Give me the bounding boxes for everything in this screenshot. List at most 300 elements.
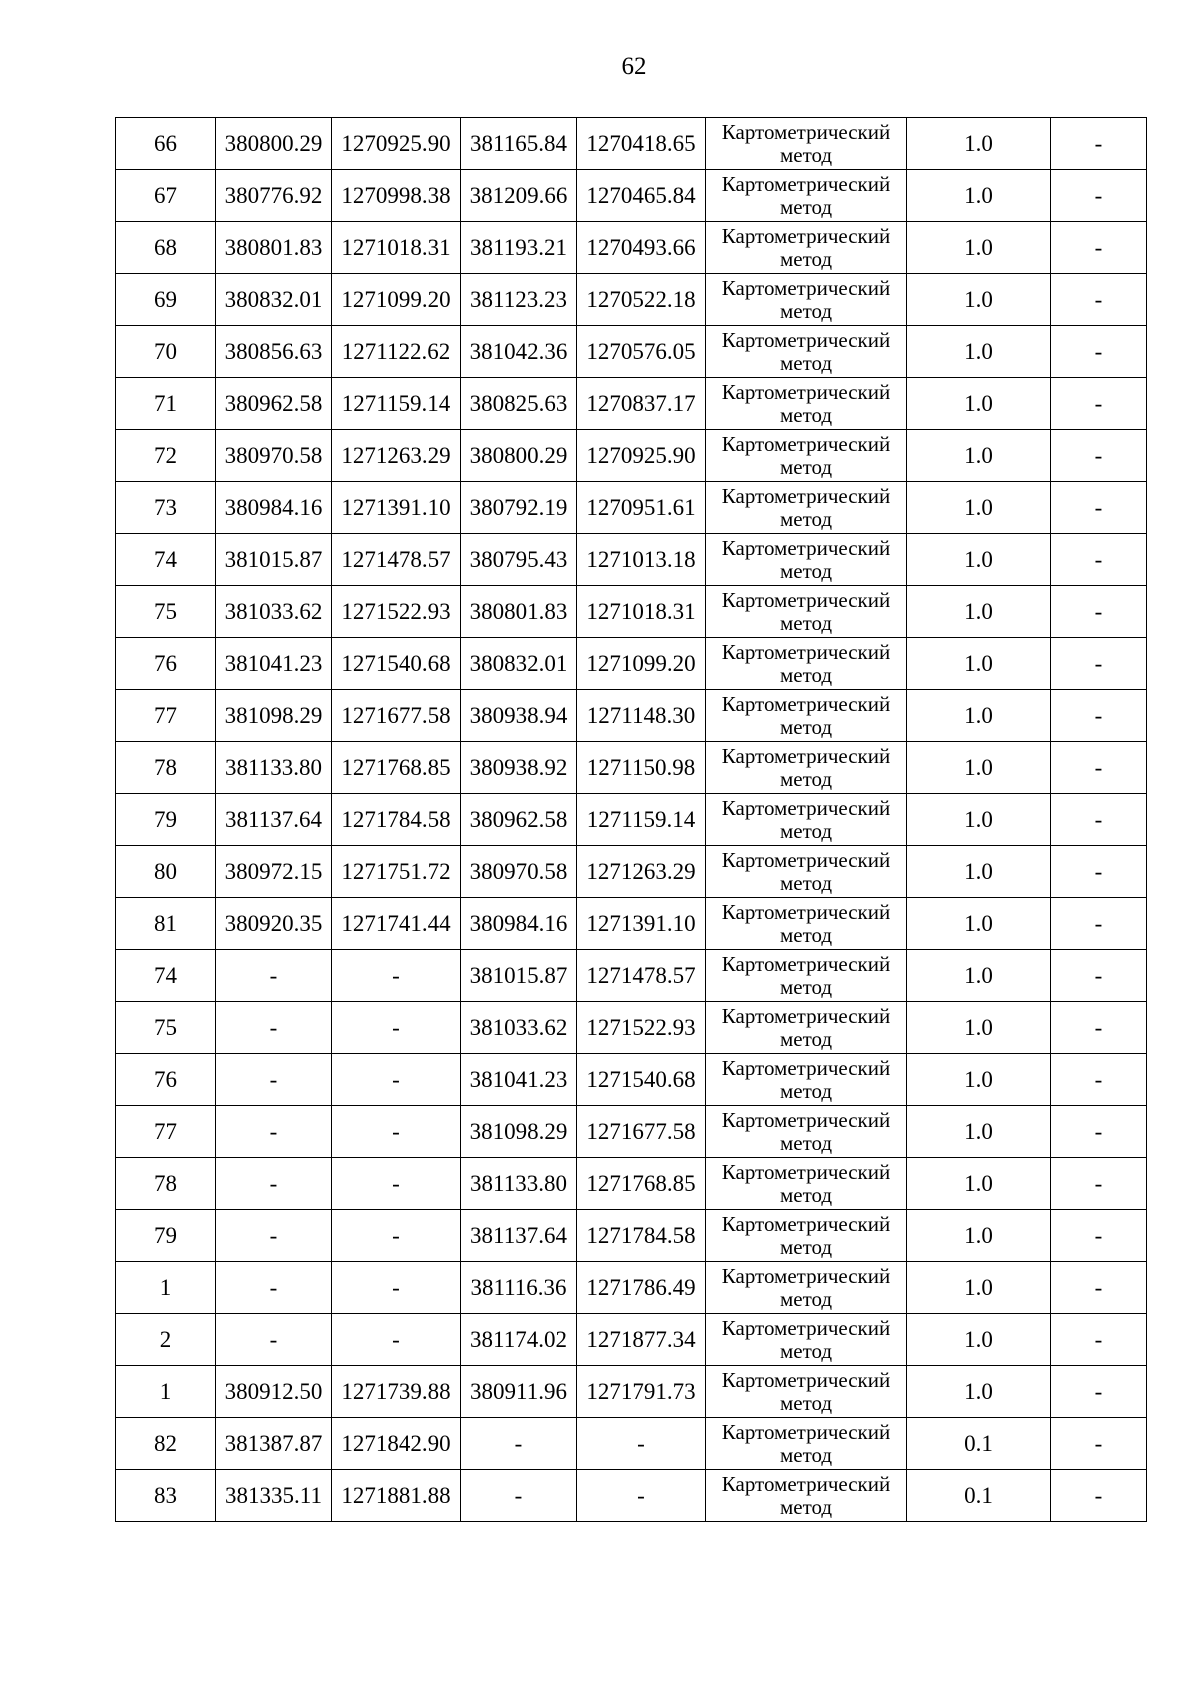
method-cell bbox=[706, 846, 907, 898]
accuracy-cell: 0.1 bbox=[907, 1418, 1051, 1470]
y-updated-cell: 1271540.68 bbox=[577, 1054, 706, 1106]
method-cell bbox=[706, 1366, 907, 1418]
method-line: Картометрический bbox=[721, 951, 891, 976]
x-updated-cell: 380792.19 bbox=[461, 482, 577, 534]
y-updated-cell: 1271159.14 bbox=[577, 794, 706, 846]
method-line: Картометрический bbox=[721, 899, 891, 924]
point-number-cell: 66 bbox=[116, 118, 216, 170]
accuracy-cell: 1.0 bbox=[907, 1366, 1051, 1418]
method-cell bbox=[706, 1106, 907, 1158]
x-existing-cell: 381015.87 bbox=[216, 534, 332, 586]
x-existing-cell: 380912.50 bbox=[216, 1366, 332, 1418]
note-cell: - bbox=[1051, 534, 1147, 586]
method-line: метод bbox=[779, 1026, 833, 1051]
table-row bbox=[116, 222, 1147, 274]
method-line: Картометрический bbox=[721, 1211, 891, 1236]
point-number-cell: 2 bbox=[116, 1314, 216, 1366]
point-number-cell: 69 bbox=[116, 274, 216, 326]
method-cell bbox=[706, 118, 907, 170]
method-line: Картометрический bbox=[721, 275, 891, 300]
method-cell bbox=[706, 898, 907, 950]
point-number-cell: 74 bbox=[116, 950, 216, 1002]
accuracy-cell: 1.0 bbox=[907, 222, 1051, 274]
x-existing-cell: 381033.62 bbox=[216, 586, 332, 638]
x-existing-cell: 380984.16 bbox=[216, 482, 332, 534]
point-number-cell: 77 bbox=[116, 1106, 216, 1158]
point-number-cell: 74 bbox=[116, 534, 216, 586]
accuracy-cell: 1.0 bbox=[907, 482, 1051, 534]
method-cell bbox=[706, 534, 907, 586]
point-number-cell: 70 bbox=[116, 326, 216, 378]
method-line: Картометрический bbox=[721, 223, 891, 248]
method-cell bbox=[706, 1262, 907, 1314]
table-row bbox=[116, 1470, 1147, 1522]
method-cell bbox=[706, 378, 907, 430]
y-updated-cell: 1271478.57 bbox=[577, 950, 706, 1002]
method-line: метод bbox=[779, 1182, 833, 1207]
table-row bbox=[116, 170, 1147, 222]
method-line: метод bbox=[779, 558, 833, 583]
y-existing-cell: 1271159.14 bbox=[332, 378, 461, 430]
y-existing-cell: 1271768.85 bbox=[332, 742, 461, 794]
x-updated-cell: 380795.43 bbox=[461, 534, 577, 586]
method-line: метод bbox=[779, 766, 833, 791]
y-existing-cell: 1271391.10 bbox=[332, 482, 461, 534]
y-updated-cell: 1271877.34 bbox=[577, 1314, 706, 1366]
note-cell: - bbox=[1051, 794, 1147, 846]
y-existing-cell: - bbox=[332, 1262, 461, 1314]
accuracy-cell: 1.0 bbox=[907, 846, 1051, 898]
note-cell: - bbox=[1051, 482, 1147, 534]
y-updated-cell: 1270493.66 bbox=[577, 222, 706, 274]
note-cell: - bbox=[1051, 1002, 1147, 1054]
y-existing-cell: 1271018.31 bbox=[332, 222, 461, 274]
x-existing-cell: - bbox=[216, 1262, 332, 1314]
accuracy-cell: 1.0 bbox=[907, 170, 1051, 222]
x-updated-cell: 380938.92 bbox=[461, 742, 577, 794]
y-existing-cell: 1271677.58 bbox=[332, 690, 461, 742]
table-row bbox=[116, 950, 1147, 1002]
x-existing-cell: 380800.29 bbox=[216, 118, 332, 170]
method-cell bbox=[706, 482, 907, 534]
note-cell: - bbox=[1051, 1314, 1147, 1366]
accuracy-cell: 1.0 bbox=[907, 1314, 1051, 1366]
y-updated-cell: 1271677.58 bbox=[577, 1106, 706, 1158]
coordinates-table bbox=[115, 117, 1147, 1522]
table-row bbox=[116, 118, 1147, 170]
point-number-cell: 77 bbox=[116, 690, 216, 742]
table-row bbox=[116, 638, 1147, 690]
x-updated-cell: - bbox=[461, 1418, 577, 1470]
y-existing-cell: 1270925.90 bbox=[332, 118, 461, 170]
x-existing-cell: 380776.92 bbox=[216, 170, 332, 222]
y-updated-cell: 1270465.84 bbox=[577, 170, 706, 222]
method-cell bbox=[706, 1002, 907, 1054]
note-cell: - bbox=[1051, 1106, 1147, 1158]
x-existing-cell: - bbox=[216, 950, 332, 1002]
accuracy-cell: 1.0 bbox=[907, 638, 1051, 690]
method-line: метод bbox=[779, 1130, 833, 1155]
point-number-cell: 81 bbox=[116, 898, 216, 950]
accuracy-cell: 1.0 bbox=[907, 898, 1051, 950]
x-updated-cell: 380832.01 bbox=[461, 638, 577, 690]
y-existing-cell: 1271263.29 bbox=[332, 430, 461, 482]
method-cell bbox=[706, 222, 907, 274]
method-line: метод bbox=[779, 1338, 833, 1363]
point-number-cell: 1 bbox=[116, 1366, 216, 1418]
note-cell: - bbox=[1051, 1366, 1147, 1418]
table-row bbox=[116, 274, 1147, 326]
point-number-cell: 80 bbox=[116, 846, 216, 898]
x-updated-cell: 381042.36 bbox=[461, 326, 577, 378]
method-line: метод bbox=[779, 454, 833, 479]
point-number-cell: 79 bbox=[116, 1210, 216, 1262]
method-cell bbox=[706, 586, 907, 638]
x-updated-cell: 381015.87 bbox=[461, 950, 577, 1002]
y-updated-cell: 1271791.73 bbox=[577, 1366, 706, 1418]
method-line: метод bbox=[779, 714, 833, 739]
point-number-cell: 83 bbox=[116, 1470, 216, 1522]
method-line: метод bbox=[779, 974, 833, 999]
point-number-cell: 75 bbox=[116, 586, 216, 638]
y-updated-cell: 1271099.20 bbox=[577, 638, 706, 690]
x-existing-cell: 381133.80 bbox=[216, 742, 332, 794]
point-number-cell: 78 bbox=[116, 1158, 216, 1210]
y-existing-cell: 1271122.62 bbox=[332, 326, 461, 378]
note-cell: - bbox=[1051, 274, 1147, 326]
method-line: Картометрический bbox=[721, 587, 891, 612]
point-number-cell: 73 bbox=[116, 482, 216, 534]
y-updated-cell: 1271768.85 bbox=[577, 1158, 706, 1210]
accuracy-cell: 1.0 bbox=[907, 326, 1051, 378]
x-updated-cell: - bbox=[461, 1470, 577, 1522]
x-existing-cell: 381137.64 bbox=[216, 794, 332, 846]
accuracy-cell: 1.0 bbox=[907, 378, 1051, 430]
method-line: Картометрический bbox=[721, 535, 891, 560]
method-cell bbox=[706, 950, 907, 1002]
y-updated-cell: 1271018.31 bbox=[577, 586, 706, 638]
x-existing-cell: 381335.11 bbox=[216, 1470, 332, 1522]
method-line: Картометрический bbox=[721, 1107, 891, 1132]
x-existing-cell: 381387.87 bbox=[216, 1418, 332, 1470]
table-row bbox=[116, 430, 1147, 482]
x-existing-cell: - bbox=[216, 1106, 332, 1158]
y-existing-cell: - bbox=[332, 950, 461, 1002]
note-cell: - bbox=[1051, 1262, 1147, 1314]
x-existing-cell: - bbox=[216, 1314, 332, 1366]
y-existing-cell: 1271784.58 bbox=[332, 794, 461, 846]
accuracy-cell: 1.0 bbox=[907, 118, 1051, 170]
point-number-cell: 82 bbox=[116, 1418, 216, 1470]
note-cell: - bbox=[1051, 222, 1147, 274]
table-row bbox=[116, 378, 1147, 430]
method-cell bbox=[706, 638, 907, 690]
method-cell bbox=[706, 742, 907, 794]
table-row bbox=[116, 690, 1147, 742]
method-line: метод bbox=[779, 1494, 833, 1519]
method-line: Картометрический bbox=[721, 327, 891, 352]
method-line: метод bbox=[779, 922, 833, 947]
y-updated-cell: 1271784.58 bbox=[577, 1210, 706, 1262]
note-cell: - bbox=[1051, 430, 1147, 482]
table-row bbox=[116, 898, 1147, 950]
note-cell: - bbox=[1051, 378, 1147, 430]
x-existing-cell: 380801.83 bbox=[216, 222, 332, 274]
y-existing-cell: - bbox=[332, 1054, 461, 1106]
method-line: Картометрический bbox=[721, 1003, 891, 1028]
y-existing-cell: - bbox=[332, 1210, 461, 1262]
accuracy-cell: 1.0 bbox=[907, 586, 1051, 638]
note-cell: - bbox=[1051, 1158, 1147, 1210]
note-cell: - bbox=[1051, 898, 1147, 950]
accuracy-cell: 0.1 bbox=[907, 1470, 1051, 1522]
method-cell bbox=[706, 1314, 907, 1366]
y-updated-cell: 1270925.90 bbox=[577, 430, 706, 482]
table-row bbox=[116, 482, 1147, 534]
y-existing-cell: - bbox=[332, 1002, 461, 1054]
y-existing-cell: - bbox=[332, 1158, 461, 1210]
method-cell bbox=[706, 326, 907, 378]
method-line: Картометрический bbox=[721, 119, 891, 144]
method-line: метод bbox=[779, 1390, 833, 1415]
method-line: Картометрический bbox=[721, 795, 891, 820]
accuracy-cell: 1.0 bbox=[907, 534, 1051, 586]
table-row bbox=[116, 326, 1147, 378]
method-line: Картометрический bbox=[721, 379, 891, 404]
x-updated-cell: 381116.36 bbox=[461, 1262, 577, 1314]
y-updated-cell: 1271013.18 bbox=[577, 534, 706, 586]
method-line: метод bbox=[779, 610, 833, 635]
x-updated-cell: 381209.66 bbox=[461, 170, 577, 222]
method-line: Картометрический bbox=[721, 1263, 891, 1288]
x-updated-cell: 381133.80 bbox=[461, 1158, 577, 1210]
x-updated-cell: 381033.62 bbox=[461, 1002, 577, 1054]
accuracy-cell: 1.0 bbox=[907, 1054, 1051, 1106]
y-existing-cell: - bbox=[332, 1106, 461, 1158]
method-line: метод bbox=[779, 506, 833, 531]
method-line: метод bbox=[779, 402, 833, 427]
method-cell bbox=[706, 1158, 907, 1210]
table-row bbox=[116, 1366, 1147, 1418]
point-number-cell: 78 bbox=[116, 742, 216, 794]
accuracy-cell: 1.0 bbox=[907, 1210, 1051, 1262]
table-row bbox=[116, 586, 1147, 638]
method-line: Картометрический bbox=[721, 1367, 891, 1392]
table-row bbox=[116, 1210, 1147, 1262]
x-existing-cell: - bbox=[216, 1054, 332, 1106]
accuracy-cell: 1.0 bbox=[907, 1158, 1051, 1210]
method-cell bbox=[706, 430, 907, 482]
accuracy-cell: 1.0 bbox=[907, 1002, 1051, 1054]
method-cell bbox=[706, 1054, 907, 1106]
x-updated-cell: 381098.29 bbox=[461, 1106, 577, 1158]
method-line: метод bbox=[779, 350, 833, 375]
table-row bbox=[116, 1054, 1147, 1106]
point-number-cell: 76 bbox=[116, 638, 216, 690]
x-updated-cell: 380801.83 bbox=[461, 586, 577, 638]
point-number-cell: 67 bbox=[116, 170, 216, 222]
y-updated-cell: - bbox=[577, 1418, 706, 1470]
note-cell: - bbox=[1051, 742, 1147, 794]
x-updated-cell: 380800.29 bbox=[461, 430, 577, 482]
y-existing-cell: 1271478.57 bbox=[332, 534, 461, 586]
method-line: метод bbox=[779, 298, 833, 323]
method-line: Картометрический bbox=[721, 1471, 891, 1496]
method-line: Картометрический bbox=[721, 1055, 891, 1080]
note-cell: - bbox=[1051, 170, 1147, 222]
table-row bbox=[116, 1002, 1147, 1054]
method-line: метод bbox=[779, 1078, 833, 1103]
method-cell bbox=[706, 690, 907, 742]
method-line: метод bbox=[779, 1286, 833, 1311]
table-row bbox=[116, 1262, 1147, 1314]
table-row bbox=[116, 742, 1147, 794]
table-row bbox=[116, 794, 1147, 846]
y-updated-cell: 1271522.93 bbox=[577, 1002, 706, 1054]
method-line: Картометрический bbox=[721, 483, 891, 508]
x-updated-cell: 380911.96 bbox=[461, 1366, 577, 1418]
note-cell: - bbox=[1051, 1210, 1147, 1262]
point-number-cell: 76 bbox=[116, 1054, 216, 1106]
y-updated-cell: 1270418.65 bbox=[577, 118, 706, 170]
x-updated-cell: 381123.23 bbox=[461, 274, 577, 326]
method-line: Картометрический bbox=[721, 1419, 891, 1444]
y-updated-cell: 1270837.17 bbox=[577, 378, 706, 430]
accuracy-cell: 1.0 bbox=[907, 742, 1051, 794]
method-line: Картометрический bbox=[721, 1159, 891, 1184]
y-updated-cell: 1270576.05 bbox=[577, 326, 706, 378]
y-updated-cell: 1270951.61 bbox=[577, 482, 706, 534]
point-number-cell: 72 bbox=[116, 430, 216, 482]
y-existing-cell: 1271522.93 bbox=[332, 586, 461, 638]
method-line: метод bbox=[779, 870, 833, 895]
note-cell: - bbox=[1051, 690, 1147, 742]
x-existing-cell: - bbox=[216, 1210, 332, 1262]
y-updated-cell: 1271263.29 bbox=[577, 846, 706, 898]
table-row bbox=[116, 846, 1147, 898]
method-cell bbox=[706, 1418, 907, 1470]
method-cell bbox=[706, 1210, 907, 1262]
method-cell bbox=[706, 274, 907, 326]
note-cell: - bbox=[1051, 846, 1147, 898]
x-updated-cell: 381165.84 bbox=[461, 118, 577, 170]
y-updated-cell: 1271391.10 bbox=[577, 898, 706, 950]
page-number: 62 bbox=[621, 53, 647, 80]
x-existing-cell: 381098.29 bbox=[216, 690, 332, 742]
method-line: Картометрический bbox=[721, 743, 891, 768]
method-line: метод bbox=[779, 818, 833, 843]
coordinates-table-body bbox=[116, 118, 1147, 1522]
y-existing-cell: 1271099.20 bbox=[332, 274, 461, 326]
note-cell: - bbox=[1051, 950, 1147, 1002]
y-existing-cell: 1270998.38 bbox=[332, 170, 461, 222]
point-number-cell: 71 bbox=[116, 378, 216, 430]
note-cell: - bbox=[1051, 1470, 1147, 1522]
method-line: метод bbox=[779, 194, 833, 219]
x-existing-cell: 381041.23 bbox=[216, 638, 332, 690]
table-row bbox=[116, 1418, 1147, 1470]
note-cell: - bbox=[1051, 586, 1147, 638]
x-updated-cell: 380984.16 bbox=[461, 898, 577, 950]
x-existing-cell: 380972.15 bbox=[216, 846, 332, 898]
y-existing-cell: - bbox=[332, 1314, 461, 1366]
y-existing-cell: 1271739.88 bbox=[332, 1366, 461, 1418]
note-cell: - bbox=[1051, 118, 1147, 170]
y-updated-cell: 1271150.98 bbox=[577, 742, 706, 794]
method-line: Картометрический bbox=[721, 639, 891, 664]
method-line: Картометрический bbox=[721, 691, 891, 716]
table-row bbox=[116, 534, 1147, 586]
note-cell: - bbox=[1051, 326, 1147, 378]
x-existing-cell: - bbox=[216, 1158, 332, 1210]
accuracy-cell: 1.0 bbox=[907, 1106, 1051, 1158]
method-line: Картометрический bbox=[721, 171, 891, 196]
method-line: метод bbox=[779, 246, 833, 271]
note-cell: - bbox=[1051, 1054, 1147, 1106]
x-existing-cell: 380856.63 bbox=[216, 326, 332, 378]
method-line: Картометрический bbox=[721, 1315, 891, 1340]
y-existing-cell: 1271751.72 bbox=[332, 846, 461, 898]
method-cell bbox=[706, 170, 907, 222]
x-existing-cell: 380970.58 bbox=[216, 430, 332, 482]
accuracy-cell: 1.0 bbox=[907, 430, 1051, 482]
method-cell bbox=[706, 1470, 907, 1522]
y-existing-cell: 1271540.68 bbox=[332, 638, 461, 690]
x-updated-cell: 380962.58 bbox=[461, 794, 577, 846]
method-line: метод bbox=[779, 142, 833, 167]
x-existing-cell: 380832.01 bbox=[216, 274, 332, 326]
y-updated-cell: 1271786.49 bbox=[577, 1262, 706, 1314]
method-cell bbox=[706, 794, 907, 846]
x-existing-cell: - bbox=[216, 1002, 332, 1054]
method-line: метод bbox=[779, 662, 833, 687]
accuracy-cell: 1.0 bbox=[907, 690, 1051, 742]
table-row bbox=[116, 1314, 1147, 1366]
y-updated-cell: 1271148.30 bbox=[577, 690, 706, 742]
accuracy-cell: 1.0 bbox=[907, 274, 1051, 326]
point-number-cell: 68 bbox=[116, 222, 216, 274]
point-number-cell: 1 bbox=[116, 1262, 216, 1314]
method-line: Картометрический bbox=[721, 431, 891, 456]
x-updated-cell: 380970.58 bbox=[461, 846, 577, 898]
x-updated-cell: 381174.02 bbox=[461, 1314, 577, 1366]
y-updated-cell: - bbox=[577, 1470, 706, 1522]
x-updated-cell: 381193.21 bbox=[461, 222, 577, 274]
x-updated-cell: 380938.94 bbox=[461, 690, 577, 742]
x-existing-cell: 380962.58 bbox=[216, 378, 332, 430]
note-cell: - bbox=[1051, 1418, 1147, 1470]
x-updated-cell: 380825.63 bbox=[461, 378, 577, 430]
table-row bbox=[116, 1158, 1147, 1210]
y-existing-cell: 1271881.88 bbox=[332, 1470, 461, 1522]
accuracy-cell: 1.0 bbox=[907, 1262, 1051, 1314]
note-cell: - bbox=[1051, 638, 1147, 690]
accuracy-cell: 1.0 bbox=[907, 794, 1051, 846]
method-line: метод bbox=[779, 1442, 833, 1467]
point-number-cell: 79 bbox=[116, 794, 216, 846]
method-line: метод bbox=[779, 1234, 833, 1259]
x-updated-cell: 381137.64 bbox=[461, 1210, 577, 1262]
y-existing-cell: 1271741.44 bbox=[332, 898, 461, 950]
y-existing-cell: 1271842.90 bbox=[332, 1418, 461, 1470]
x-updated-cell: 381041.23 bbox=[461, 1054, 577, 1106]
method-line: Картометрический bbox=[721, 847, 891, 872]
table-row bbox=[116, 1106, 1147, 1158]
point-number-cell: 75 bbox=[116, 1002, 216, 1054]
y-updated-cell: 1270522.18 bbox=[577, 274, 706, 326]
accuracy-cell: 1.0 bbox=[907, 950, 1051, 1002]
x-existing-cell: 380920.35 bbox=[216, 898, 332, 950]
